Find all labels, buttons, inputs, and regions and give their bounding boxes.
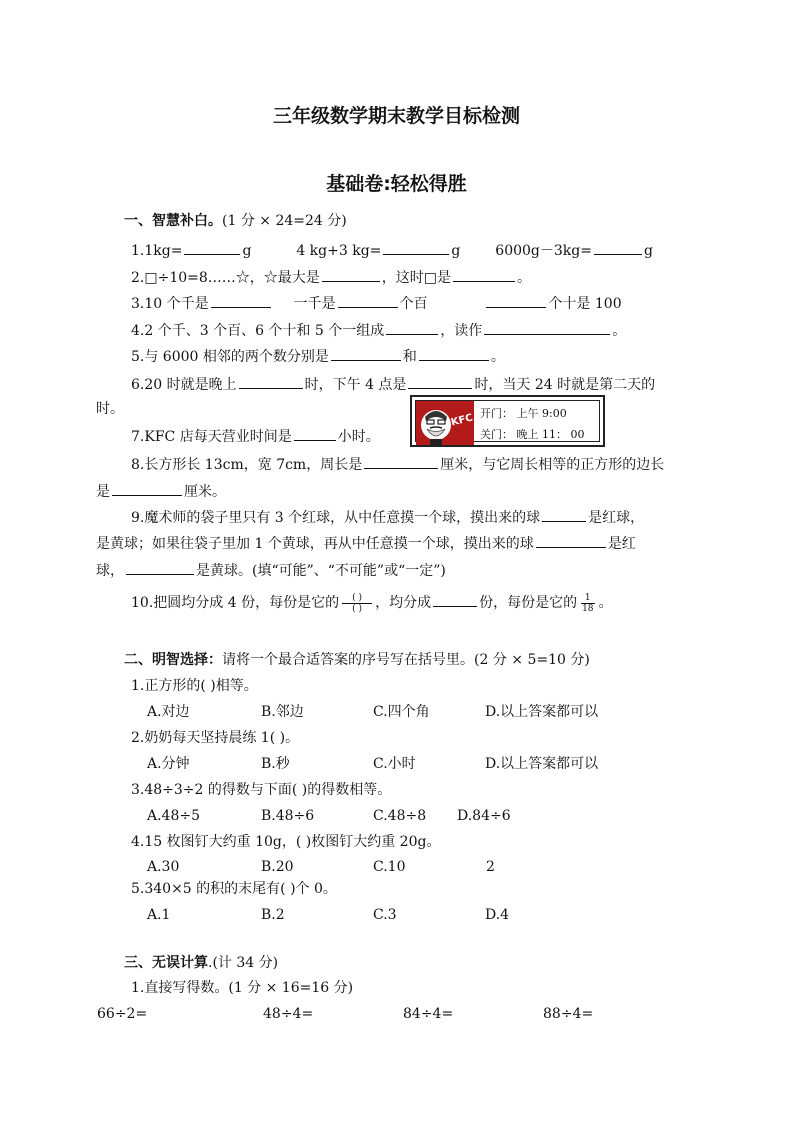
kfc-open-time: 开门： 上午 9:00 bbox=[480, 407, 567, 420]
mc-question-1: 1.正方形的( )相等。 bbox=[131, 678, 258, 694]
q6-text-d: 时。 bbox=[96, 401, 124, 417]
mc-option[interactable]: C.四个角 bbox=[373, 704, 430, 720]
mc-option[interactable]: C.10 bbox=[373, 859, 406, 875]
answer-blank[interactable] bbox=[536, 533, 606, 548]
q3-text-c: 个百 bbox=[399, 296, 428, 312]
section3-heading-row bbox=[124, 954, 278, 972]
q2-text-c: 。 bbox=[517, 270, 532, 286]
q8-text-a: 8.长方形长 13cm，宽 7cm，周长是 bbox=[131, 457, 363, 473]
answer-blank[interactable] bbox=[386, 320, 438, 335]
mc-option[interactable]: B.48÷6 bbox=[261, 808, 315, 824]
q1-text-a: 1.1kg= bbox=[131, 243, 183, 259]
answer-blank[interactable] bbox=[542, 507, 586, 522]
kfc-logo-text: KFC bbox=[449, 412, 474, 429]
mc-question-5: 5.340×5 的积的末尾有( )个 0。 bbox=[131, 881, 337, 897]
q3-text-b: 一千是 bbox=[293, 296, 336, 312]
q5-text-c: 。 bbox=[490, 349, 505, 365]
q7-text-b: 小时。 bbox=[337, 429, 380, 445]
mc-option[interactable]: B.2 bbox=[261, 907, 285, 923]
answer-blank[interactable] bbox=[112, 481, 182, 496]
section3-heading: 三、无误计算 bbox=[124, 955, 208, 971]
calc-item: 88÷4= bbox=[543, 1006, 594, 1022]
section1-heading: 一、智慧补白。 bbox=[124, 213, 222, 229]
question-8-cont bbox=[96, 481, 226, 501]
answer-blank[interactable] bbox=[331, 346, 401, 361]
q1-text-b: 4 kg+3 kg= bbox=[296, 243, 382, 259]
mc-question-3: 3.48÷3÷2 的得数与下面( )的得数相等。 bbox=[131, 782, 392, 798]
answer-blank[interactable] bbox=[211, 293, 271, 308]
mc-question-4: 4.15 枚图钉大约重 10g，( )枚图钉大约重 20g。 bbox=[131, 834, 441, 850]
q4-text-a: 4.2 个千、3 个百、6 个十和 5 个一组成 bbox=[131, 323, 385, 339]
answer-blank[interactable] bbox=[126, 560, 194, 575]
mc-option[interactable]: A.分钟 bbox=[147, 756, 190, 772]
fraction-blank[interactable] bbox=[342, 593, 372, 614]
answer-blank[interactable] bbox=[338, 293, 398, 308]
q6-text-a: 6.20 时就是晚上 bbox=[131, 377, 237, 393]
mc-option[interactable]: D.以上答案都可以 bbox=[485, 704, 599, 720]
question-8 bbox=[131, 454, 664, 474]
q10-text-d: 。 bbox=[598, 595, 613, 611]
q7-text-a: 7.KFC 店每天营业时间是 bbox=[131, 429, 292, 445]
answer-blank[interactable] bbox=[383, 240, 449, 255]
mc-option[interactable]: A.30 bbox=[147, 859, 180, 875]
q9-text-c: 是黄球；如果往袋子里加 1 个黄球，再从中任意摸一个球，摸出来的球 bbox=[96, 536, 534, 552]
fraction-one-eighteenth bbox=[580, 593, 595, 614]
mc-question-2: 2.奶奶每天坚持晨练 1( )。 bbox=[131, 730, 300, 746]
section1-score: (1 分 × 24=24 分) bbox=[222, 213, 347, 229]
q1-text-c: 6000g－3kg= bbox=[495, 243, 592, 259]
mc-option[interactable]: A.1 bbox=[147, 907, 171, 923]
q1-unit-b: g bbox=[451, 243, 461, 259]
calc-item: 84÷4= bbox=[403, 1006, 454, 1022]
answer-blank[interactable] bbox=[594, 240, 642, 255]
kfc-close-time: 关门： 晚上 11： 00 bbox=[480, 428, 585, 441]
q8-text-d: 厘米。 bbox=[184, 484, 226, 500]
calc-item: 48÷4= bbox=[263, 1006, 314, 1022]
page-title: 三年级数学期末教学目标检测 bbox=[272, 105, 520, 127]
mc-option[interactable]: 2 bbox=[486, 859, 495, 875]
mc-option[interactable]: A.对边 bbox=[147, 704, 190, 720]
mc-option[interactable]: D.4 bbox=[485, 907, 510, 923]
colonel-logo-icon bbox=[416, 401, 474, 445]
q3-text-d: 个十是 100 bbox=[548, 296, 622, 312]
q1-unit-c: g bbox=[643, 243, 653, 259]
answer-blank[interactable] bbox=[239, 374, 303, 389]
q9-text-a: 9.魔术师的袋子里只有 3 个红球，从中任意摸一个球，摸出来的球 bbox=[131, 510, 541, 526]
answer-blank[interactable] bbox=[408, 374, 472, 389]
section2-instruction: 请将一个最合适答案的序号写在括号里。 bbox=[222, 652, 474, 668]
answer-blank[interactable] bbox=[322, 267, 380, 282]
question-10 bbox=[131, 592, 613, 614]
mc-option[interactable]: C.小时 bbox=[373, 756, 416, 772]
answer-blank[interactable] bbox=[453, 267, 515, 282]
section3-sub1: 1.直接写得数。(1 分 × 16=16 分) bbox=[131, 980, 354, 996]
mc-option[interactable]: B.20 bbox=[261, 859, 294, 875]
kfc-sign-inner bbox=[415, 400, 600, 442]
q8-text-b: 厘米，与它周长相等的正方形的边长 bbox=[440, 457, 665, 473]
calc-item: 66÷2= bbox=[97, 1006, 148, 1022]
mc-option[interactable]: B.秒 bbox=[261, 756, 290, 772]
q3-text-a: 3.10 个千是 bbox=[131, 296, 209, 312]
question-9 bbox=[131, 507, 644, 527]
question-5 bbox=[131, 346, 505, 366]
question-1 bbox=[131, 240, 653, 260]
fraction-numerator: ( ) bbox=[342, 593, 372, 604]
q4-text-c: 。 bbox=[612, 323, 627, 339]
fraction-denominator: ( ) bbox=[352, 603, 363, 614]
q4-text-b: ，读作 bbox=[440, 323, 483, 339]
question-2 bbox=[131, 267, 531, 287]
question-6 bbox=[131, 374, 655, 394]
section2-heading: 二、明智选择： bbox=[124, 652, 222, 668]
section3-score: .(计 34 分) bbox=[208, 955, 279, 971]
mc-option[interactable]: A.48÷5 bbox=[147, 808, 201, 824]
answer-blank[interactable] bbox=[433, 592, 477, 607]
q10-text-a: 10.把圆均分成 4 份，每份是它的 bbox=[131, 595, 340, 611]
q2-text-b: ，这时□是 bbox=[381, 270, 452, 286]
question-7 bbox=[131, 426, 380, 446]
answer-blank[interactable] bbox=[364, 454, 438, 469]
mc-option[interactable]: D.以上答案都可以 bbox=[485, 756, 599, 772]
q9-text-d: 是红 bbox=[607, 536, 636, 552]
mc-option[interactable]: C.3 bbox=[373, 907, 397, 923]
question-6-cont bbox=[96, 400, 124, 418]
q5-text-b: 和 bbox=[402, 349, 417, 365]
section1-heading-row bbox=[124, 212, 347, 230]
kfc-hours-sign bbox=[410, 395, 605, 447]
answer-blank[interactable] bbox=[484, 320, 610, 335]
q9-text-e: 球， bbox=[96, 563, 124, 579]
page-subtitle: 基础卷:轻松得胜 bbox=[326, 173, 467, 195]
mc-option[interactable]: B.邻边 bbox=[261, 704, 304, 720]
q1-unit-a: g bbox=[242, 243, 252, 259]
fraction-denominator: 18 bbox=[582, 603, 594, 614]
q6-text-c: 时，当天 24 时就是第二天的 bbox=[474, 377, 656, 393]
question-4 bbox=[131, 320, 626, 340]
answer-blank[interactable] bbox=[184, 240, 240, 255]
q9-text-b: 是红球， bbox=[588, 510, 645, 526]
q10-text-b: ，均分成 bbox=[375, 595, 432, 611]
question-9-cont1 bbox=[96, 533, 636, 553]
answer-blank[interactable] bbox=[486, 293, 546, 308]
q8-text-c: 是 bbox=[96, 484, 110, 500]
question-9-cont2 bbox=[96, 560, 446, 580]
answer-blank[interactable] bbox=[294, 426, 336, 441]
mc-option[interactable]: D.84÷6 bbox=[457, 808, 511, 824]
q2-text-a: 2.□÷10=8……☆，☆最大是 bbox=[131, 270, 320, 286]
q10-text-c: 份，每份是它的 bbox=[479, 595, 578, 611]
answer-blank[interactable] bbox=[419, 346, 489, 361]
section2-score: (2 分 × 5=10 分) bbox=[474, 652, 590, 668]
q5-text-a: 5.与 6000 相邻的两个数分别是 bbox=[131, 349, 329, 365]
question-3 bbox=[131, 293, 622, 313]
fraction-numerator: 1 bbox=[581, 593, 595, 604]
q9-text-f: 是黄球。(填“可能”、“不可能”或“一定”) bbox=[196, 563, 446, 579]
section2-heading-row bbox=[124, 651, 590, 669]
mc-option[interactable]: C.48÷8 bbox=[373, 808, 427, 824]
q6-text-b: 时，下午 4 点是 bbox=[304, 377, 407, 393]
